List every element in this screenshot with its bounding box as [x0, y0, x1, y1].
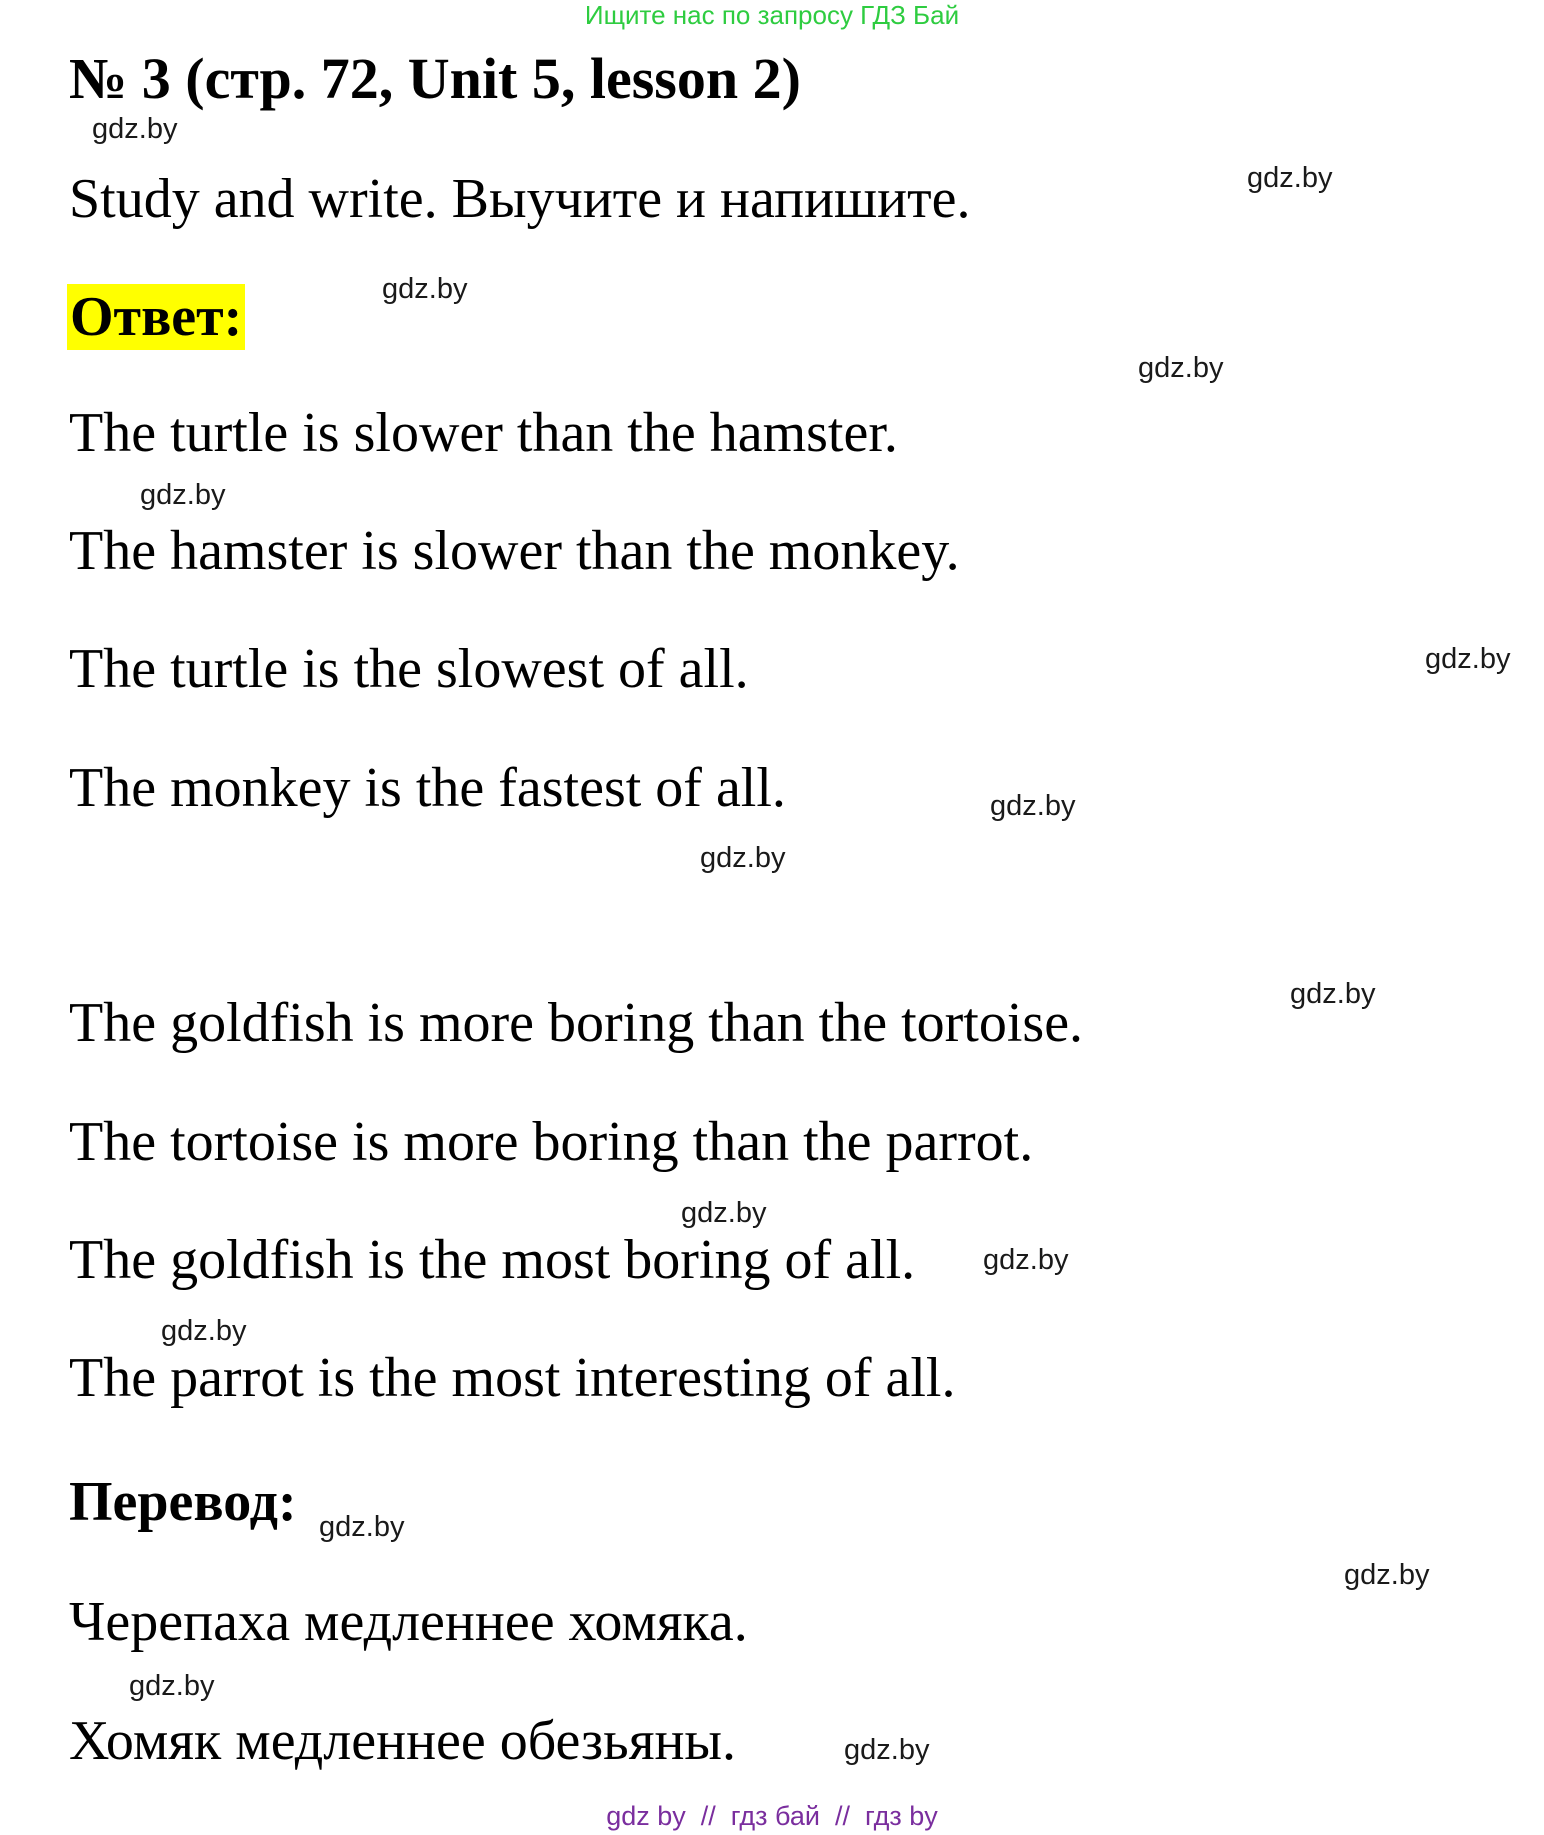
watermark: gdz.by	[1425, 643, 1511, 675]
translation-line-2: Хомяк медленнее обезьяны.	[69, 1710, 737, 1772]
watermark: gdz.by	[1247, 162, 1333, 194]
watermark: gdz.by	[681, 1197, 767, 1229]
answer-line-8: The parrot is the most interesting of all.	[69, 1347, 956, 1409]
answer-line-5: The goldfish is more boring than the tortoise.	[69, 992, 1084, 1054]
exercise-heading: № 3 (стр. 72, Unit 5, lesson 2)	[69, 46, 801, 111]
watermark: gdz.by	[990, 790, 1076, 822]
footer-links[interactable]: gdz by // гдз бай // гдз by	[606, 1801, 938, 1831]
answer-line-3: The turtle is the slowest of all.	[69, 638, 749, 700]
translation-line-1: Черепаха медленнее хомяка.	[69, 1591, 748, 1653]
answer-line-1: The turtle is slower than the hamster.	[69, 402, 898, 464]
top-banner[interactable]: Ищите нас по запросу ГДЗ Бай	[584, 0, 960, 30]
watermark: gdz.by	[844, 1734, 930, 1766]
watermark: gdz.by	[92, 113, 178, 145]
translation-label: Перевод:	[69, 1471, 297, 1533]
watermark: gdz.by	[1344, 1559, 1430, 1591]
watermark: gdz.by	[382, 273, 468, 305]
watermark: gdz.by	[983, 1244, 1069, 1276]
instruction-text: Study and write. Выучите и напишите.	[69, 168, 971, 230]
watermark: gdz.by	[1138, 352, 1224, 384]
watermark: gdz.by	[140, 479, 226, 511]
answer-line-2: The hamster is slower than the monkey.	[69, 520, 960, 582]
answer-line-4: The monkey is the fastest of all.	[69, 757, 786, 819]
watermark: gdz.by	[129, 1670, 215, 1702]
watermark: gdz.by	[161, 1315, 247, 1347]
watermark: gdz.by	[319, 1511, 405, 1543]
answer-line-6: The tortoise is more boring than the parrot.	[69, 1111, 1034, 1173]
answer-label: Ответ:	[67, 284, 245, 350]
answer-line-7: The goldfish is the most boring of all.	[69, 1229, 916, 1291]
watermark: gdz.by	[700, 842, 786, 874]
watermark: gdz.by	[1290, 978, 1376, 1010]
